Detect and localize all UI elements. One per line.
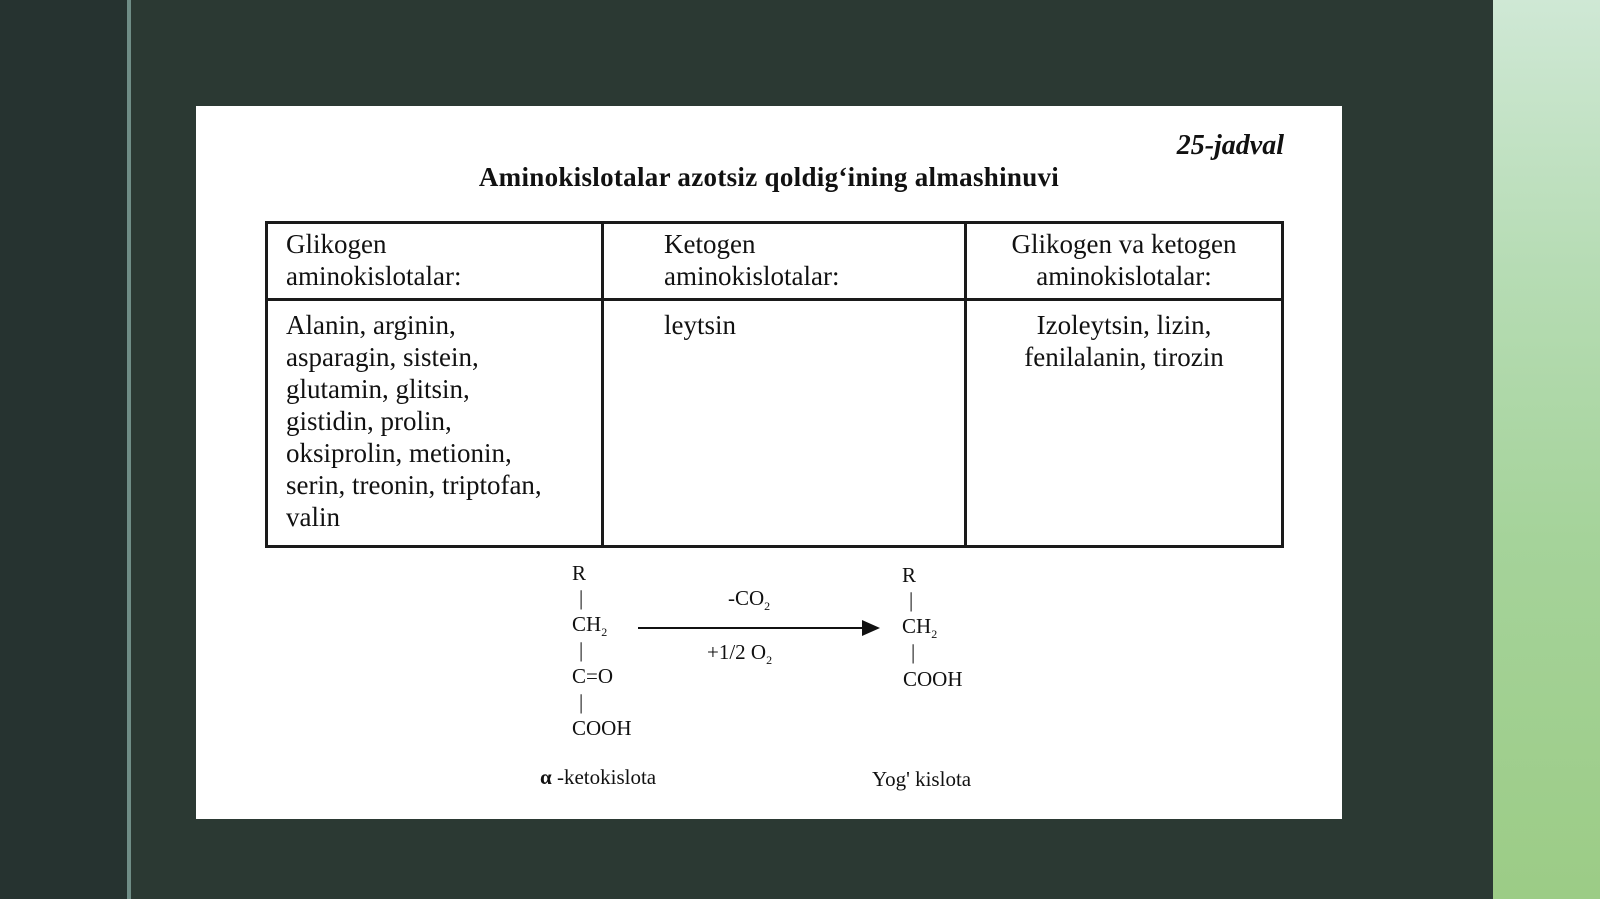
left-bond-2: | xyxy=(579,638,584,662)
right-gradient-panel xyxy=(1493,0,1600,899)
left-ch2-sub: 2 xyxy=(601,625,608,640)
left-label xyxy=(540,765,656,790)
arrow-above-label xyxy=(728,586,770,614)
left-ch2 xyxy=(572,612,607,640)
left-r-group: R xyxy=(572,561,587,585)
left-cooh: COOH xyxy=(572,716,632,740)
left-bond-1: | xyxy=(579,586,584,610)
table-number: 25-jadval xyxy=(1176,130,1284,161)
right-cooh: COOH xyxy=(903,667,963,691)
right-ch2 xyxy=(902,614,937,642)
right-r-group: R xyxy=(902,563,917,587)
arrow-below-sub: 2 xyxy=(766,653,773,668)
arrow-below-label xyxy=(707,640,772,668)
document-title: Aminokislotalar azotsiz qoldig‘ining almashinuvi xyxy=(478,162,1060,192)
right-label: Yog' kislota xyxy=(872,767,972,791)
left-panel xyxy=(0,0,127,899)
right-bond-1: | xyxy=(909,588,914,612)
cell-ketogenic: leytsin xyxy=(603,300,966,547)
right-ch2-sub: 2 xyxy=(931,627,938,642)
header-glycogenic: Glikogen aminokislotalar: xyxy=(267,223,603,300)
left-carbonyl: C=O xyxy=(572,664,614,688)
alpha-symbol: α xyxy=(540,765,552,789)
left-bond-3: | xyxy=(579,690,584,714)
arrow-above-sub: 2 xyxy=(764,599,771,614)
cell-glycogenic: Alanin, arginin, asparagin, sistein, glutamin, glitsin, gistidin, prolin, oksiprolin, metionin, serin, treonin, triptofan, valin xyxy=(267,300,603,547)
header-mixed: Glikogen va ketogen aminokislotalar: xyxy=(966,223,1283,300)
reaction-scheme xyxy=(196,106,1342,819)
document-page xyxy=(196,106,1342,819)
arrow-above-text: -CO xyxy=(728,586,765,610)
reaction-arrow-head xyxy=(862,620,880,636)
right-bond-2: | xyxy=(911,640,916,664)
accent-line xyxy=(127,0,131,899)
left-label-text: -ketokislota xyxy=(556,765,657,789)
right-ch2-text: CH xyxy=(902,614,932,638)
left-ch2-text: CH xyxy=(572,612,602,636)
reaction-arrow-line xyxy=(638,627,864,629)
header-ketogenic: Ketogen aminokislotalar: xyxy=(603,223,966,300)
cell-mixed: Izoleytsin, lizin, fenilalanin, tirozin xyxy=(966,300,1283,547)
arrow-below-text: +1/2 O xyxy=(707,640,767,664)
